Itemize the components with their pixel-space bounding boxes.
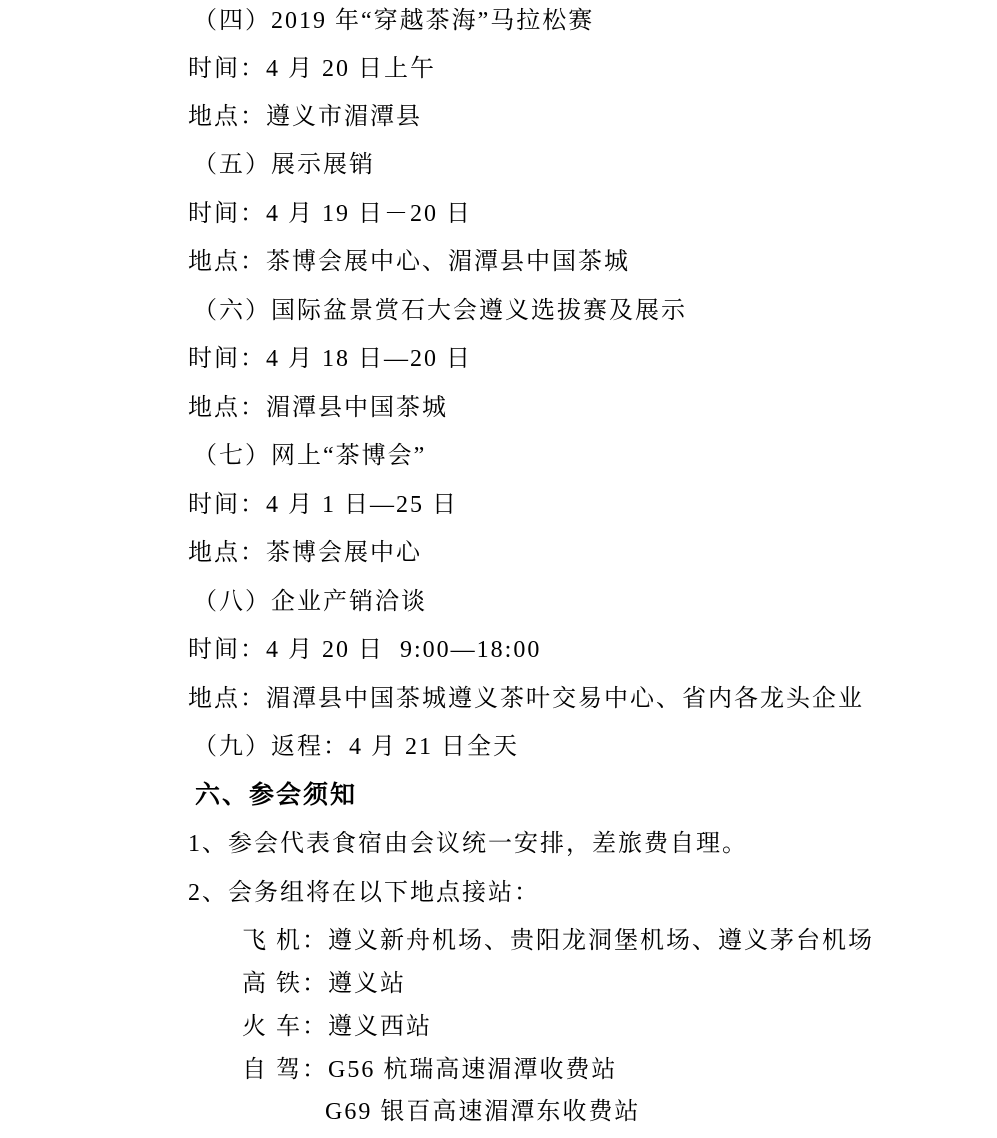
item7-time: 时间：4 月 1 日—25 日 [188,492,458,518]
item4-time: 时间：4 月 20 日上午 [188,56,436,82]
note-2: 2、会务组将在以下地点接站： [188,880,540,906]
item5-time: 时间：4 月 19 日－20 日 [188,201,472,227]
item8-heading: （八）企业产销洽谈 [193,589,427,615]
pickup-flight: 飞 机：遵义新舟机场、贵阳龙洞堡机场、遵义茅台机场 [242,928,874,954]
item6-location: 地点：湄潭县中国茶城 [188,395,448,421]
item8-location: 地点：湄潭县中国茶城遵义茶叶交易中心、省内各龙头企业 [188,686,864,712]
pickup-driving-2: G69 银百高速湄潭东收费站 [325,1099,641,1125]
pickup-train: 火 车：遵义西站 [242,1014,432,1040]
item6-heading: （六）国际盆景赏石大会遵义选拔赛及展示 [193,298,687,324]
item7-heading: （七）网上“茶博会” [193,443,427,469]
item8-time: 时间：4 月 20 日 9:00—18:00 [188,637,542,663]
item4-location: 地点：遵义市湄潭县 [188,104,422,130]
item9-heading: （九）返程：4 月 21 日全天 [193,734,519,760]
item6-time: 时间：4 月 18 日—20 日 [188,346,472,372]
item5-location: 地点：茶博会展中心、湄潭县中国茶城 [188,249,630,275]
pickup-driving-1: 自 驾：G56 杭瑞高速湄潭收费站 [242,1057,618,1083]
item4-heading: （四）2019 年“穿越茶海”马拉松赛 [193,8,595,34]
item5-heading: （五）展示展销 [193,152,375,178]
section6-heading: 六、参会须知 [195,782,358,809]
note-1: 1、参会代表食宿由会议统一安排，差旅费自理。 [188,831,748,857]
pickup-highspeed-rail: 高 铁：遵义站 [242,971,406,997]
item7-location: 地点：茶博会展中心 [188,540,422,566]
